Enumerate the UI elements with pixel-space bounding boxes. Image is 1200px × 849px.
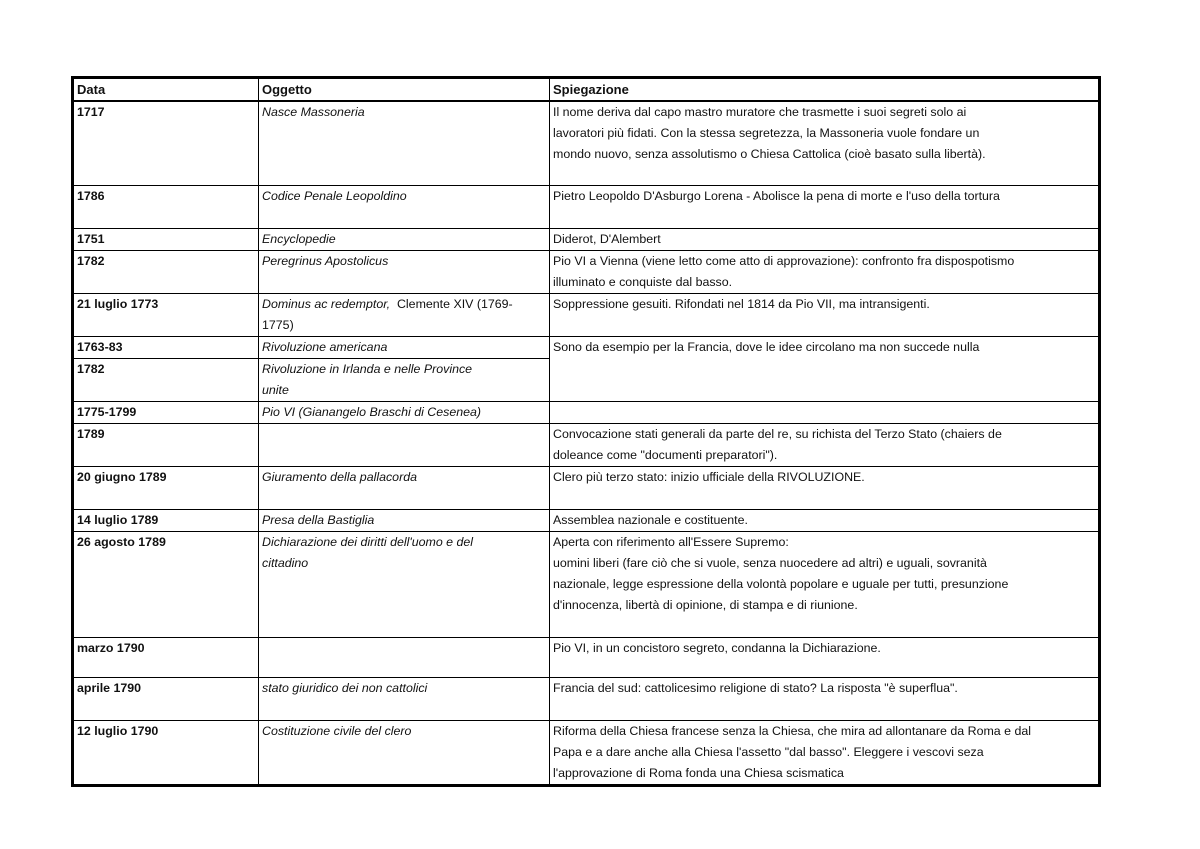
object-line: cittadino <box>262 555 309 570</box>
object-cell <box>259 250 550 293</box>
table-row <box>73 423 1100 466</box>
explanation-cell <box>550 185 1100 228</box>
date-cell: 12 luglio 1790 <box>73 720 259 785</box>
explanation-line: uomini liberi (fare ciò che si vuole, senza nuocedere ad altri) e uguali, sovranità <box>553 555 987 570</box>
object-line <box>262 294 547 315</box>
date-cell: 1775-1799 <box>73 401 259 423</box>
explanation-cell <box>550 509 1100 531</box>
table-row <box>73 101 1100 185</box>
date-cell: 21 luglio 1773 <box>73 293 259 336</box>
explanation-line: Clero più terzo stato: inizio ufficiale della RIVOLUZIONE. <box>553 469 865 484</box>
date-cell: 14 luglio 1789 <box>73 509 259 531</box>
explanation-line: l'approvazione di Roma fonda una Chiesa scismatica <box>553 765 844 780</box>
object-line: Rivoluzione americana <box>262 339 388 354</box>
object-line: unite <box>262 382 289 397</box>
explanation-cell <box>550 401 1100 423</box>
object-cell <box>259 228 550 250</box>
explanation-line: doleance come "documenti preparatori"). <box>553 447 778 462</box>
explanation-cell <box>550 677 1100 720</box>
explanation-line: Pietro Leopoldo D'Asburgo Lorena - Abolisce la pena di morte e l'uso della tortura <box>553 188 1000 203</box>
explanation-line: Papa e a dare anche alla Chiesa l'assetto "dal basso". Eleggere i vescovi seza <box>553 744 984 759</box>
merged-explanation-cell <box>550 336 1100 401</box>
explanation-line: Il nome deriva dal capo mastro muratore che trasmette i suoi segreti solo ai <box>553 105 967 119</box>
date-cell: 20 giugno 1789 <box>73 466 259 509</box>
table-row <box>73 336 1100 358</box>
table-row <box>73 509 1100 531</box>
table-row <box>73 401 1100 423</box>
explanation-line: Pio VI a Vienna (viene letto come atto di approvazione): confronto fra dispospotismo <box>553 253 1015 268</box>
explanation-cell <box>550 101 1100 185</box>
object-cell <box>259 677 550 720</box>
object-cell <box>259 101 550 185</box>
explanation-line: d'innocenza, libertà di opinione, di stampa e di riunione. <box>553 597 858 612</box>
explanation-line: Diderot, D'Alembert <box>553 231 661 246</box>
object-italic-text: Dominus ac redemptor, <box>262 296 391 311</box>
object-cell <box>259 401 550 423</box>
date-cell: aprile 1790 <box>73 677 259 720</box>
object-cell <box>259 637 550 677</box>
header-date: Data <box>73 78 259 102</box>
spreadsheet-page <box>71 76 1101 787</box>
object-line: Costituzione civile del clero <box>262 723 412 738</box>
explanation-cell <box>550 293 1100 336</box>
object-line: 1775) <box>262 317 294 332</box>
table-row <box>73 720 1100 785</box>
explanation-line: Soppressione gesuiti. Rifondati nel 1814 da Pio VII, ma intransigenti. <box>553 296 930 311</box>
object-cell <box>259 293 550 336</box>
object-line: Presa della Bastiglia <box>262 512 375 527</box>
explanation-line: nazionale, legge espressione della volontà popolare e uguale per tutti, presunzione <box>553 576 1009 591</box>
date-cell: 1751 <box>73 228 259 250</box>
object-line: Peregrinus Apostolicus <box>262 253 389 268</box>
table-row <box>73 466 1100 509</box>
explanation-line: illuminato e conquiste dal basso. <box>553 274 733 289</box>
explanation-cell <box>550 720 1100 785</box>
table-row <box>73 250 1100 293</box>
date-cell: 1782 <box>73 250 259 293</box>
date-cell: 26 agosto 1789 <box>73 531 259 637</box>
table-row <box>73 293 1100 336</box>
object-line: Nasce Massoneria <box>262 105 365 119</box>
object-line: Rivoluzione in Irlanda e nelle Province <box>262 361 473 376</box>
table-row <box>73 531 1100 637</box>
date-cell: marzo 1790 <box>73 637 259 677</box>
explanation-cell <box>550 637 1100 677</box>
header-object: Oggetto <box>259 78 550 102</box>
object-plain-text: Clemente XIV (1769- <box>396 296 513 311</box>
object-cell <box>259 720 550 785</box>
explanation-line: Francia del sud: cattolicesimo religione di stato? La risposta "è superflua". <box>553 680 958 695</box>
object-cell <box>259 185 550 228</box>
header-explanation: Spiegazione <box>550 78 1100 102</box>
object-line: Dichiarazione dei diritti dell'uomo e del <box>262 534 474 549</box>
explanation-line: Riforma della Chiesa francese senza la Chiesa, che mira ad allontanare da Roma e dal <box>553 723 1031 738</box>
object-line: Giuramento della pallacorda <box>262 469 417 484</box>
explanation-line: Aperta con riferimento all'Essere Supremo: <box>553 534 789 549</box>
explanation-line: Pio VI, in un concistoro segreto, condanna la Dichiarazione. <box>553 640 881 655</box>
explanation-line: Assemblea nazionale e costituente. <box>553 512 748 527</box>
explanation-cell <box>550 466 1100 509</box>
date-cell: 1789 <box>73 423 259 466</box>
table-row <box>73 637 1100 677</box>
object-line: Encyclopedie <box>262 231 336 246</box>
explanation-line: Convocazione stati generali da parte del re, su richista del Terzo Stato (chaiers de <box>553 426 1002 441</box>
explanation-line: Sono da esempio per la Francia, dove le idee circolano ma non succede nulla <box>553 339 980 354</box>
header-row <box>73 78 1100 102</box>
object-cell <box>259 336 550 358</box>
timeline-table <box>71 76 1101 787</box>
explanation-cell <box>550 228 1100 250</box>
object-line: stato giuridico dei non cattolici <box>262 680 428 695</box>
object-cell <box>259 509 550 531</box>
object-line: Pio VI (Gianangelo Braschi di Cesenea) <box>262 404 482 419</box>
object-cell <box>259 423 550 466</box>
explanation-cell <box>550 423 1100 466</box>
table-row <box>73 677 1100 720</box>
object-cell <box>259 358 550 401</box>
object-cell <box>259 466 550 509</box>
table-row <box>73 185 1100 228</box>
date-cell: 1786 <box>73 185 259 228</box>
explanation-cell <box>550 531 1100 637</box>
table-row <box>73 228 1100 250</box>
explanation-cell <box>550 250 1100 293</box>
object-cell <box>259 531 550 637</box>
date-cell: 1717 <box>73 101 259 185</box>
date-cell: 1763-83 <box>73 336 259 358</box>
object-line: Codice Penale Leopoldino <box>262 188 407 203</box>
date-cell: 1782 <box>73 358 259 401</box>
explanation-line: lavoratori più fidati. Con la stessa segretezza, la Massoneria vuole fondare un <box>553 126 980 140</box>
explanation-line: mondo nuovo, senza assolutismo o Chiesa Cattolica (cioè basato sulla libertà). <box>553 147 986 161</box>
